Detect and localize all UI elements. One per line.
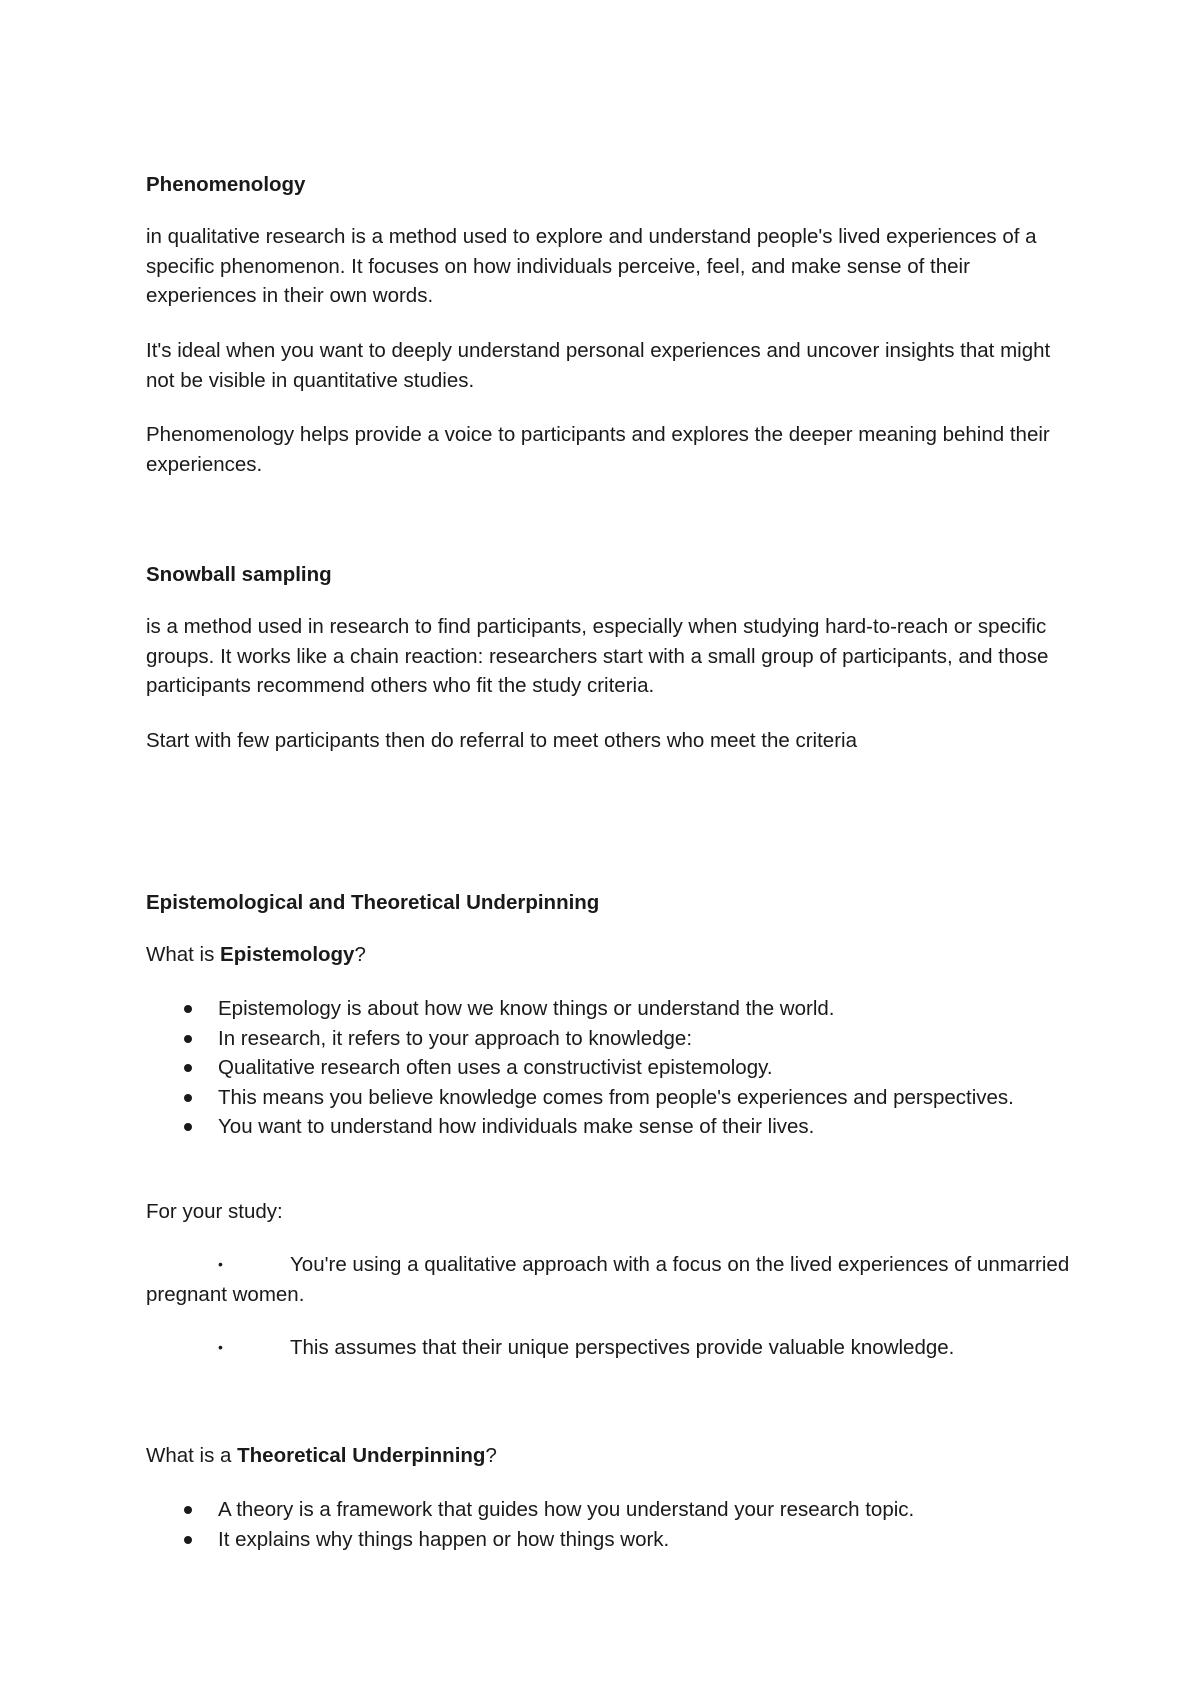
epistemology-bullet-list [146,994,1076,1142]
list-item: A theory is a framework that guides how you understand your research topic. [146,1495,1076,1525]
paragraph: in qualitative research is a method used to explore and understand people's lived experiences of a specific phenomenon. It focuses on how individuals perceive, feel, and make sense of their experiences in their own words. [146,225,1037,307]
study-point: • You're using a qualitative approach with a focus on the lived experiences of unmarried pregnant women. [146,1250,1076,1309]
list-item: This means you believe knowledge comes from people's experiences and perspectives. [146,1083,1076,1113]
heading-phenomenology: Phenomenology [146,173,306,196]
paragraph: Start with few participants then do referral to meet others who meet the criteria [146,729,857,752]
bullet-icon [184,1005,192,1013]
list-item: Qualitative research often uses a constructivist epistemology. [146,1053,1076,1083]
bullet-icon [184,1123,192,1131]
question-epistemology: What is Epistemology? [146,943,366,966]
bullet-icon: • [218,1339,223,1355]
study-point: • This assumes that their unique perspectives provide valuable knowledge. [146,1333,1076,1363]
bullet-icon [184,1064,192,1072]
bullet-icon: • [218,1256,223,1272]
paragraph: Phenomenology helps provide a voice to participants and explores the deeper meaning behind their experiences. [146,423,1050,476]
list-item: You want to understand how individuals make sense of their lives. [146,1112,1076,1142]
question-theoretical-underpinning: What is a Theoretical Underpinning? [146,1444,497,1467]
list-item: In research, it refers to your approach to knowledge: [146,1024,1076,1054]
bullet-icon [184,1506,192,1514]
list-item: It explains why things happen or how things work. [146,1525,1076,1555]
bullet-icon [184,1094,192,1102]
paragraph: is a method used in research to find participants, especially when studying hard-to-reach or specific groups. It works like a chain reaction: researchers start with a small group of participants, and those participants recommend others who fit the study criteria. [146,615,1049,697]
paragraph: It's ideal when you want to deeply understand personal experiences and uncover insights that might not be visible in quantitative studies. [146,339,1051,392]
for-your-study-label: For your study: [146,1200,283,1223]
bullet-icon [184,1035,192,1043]
heading-snowball-sampling: Snowball sampling [146,563,332,586]
list-item: Epistemology is about how we know things or understand the world. [146,994,1076,1024]
bullet-icon [184,1536,192,1544]
heading-epistemological: Epistemological and Theoretical Underpinning [146,891,600,914]
theory-bullet-list [146,1495,1076,1554]
